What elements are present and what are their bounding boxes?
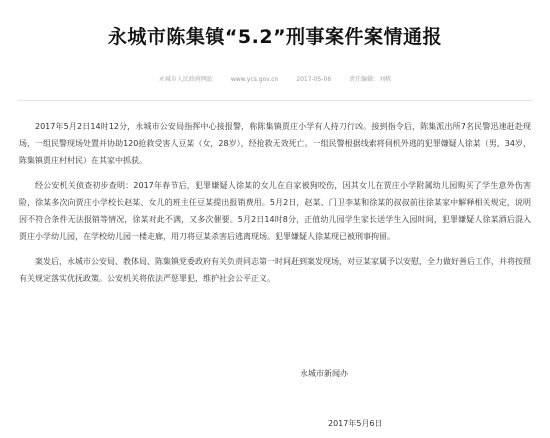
article-paragraph: 经公安机关侦查初步查明：2017年春节后，犯罪嫌疑人徐某的女儿在自家被狗咬伤，因其女儿在贾庄小学附属幼儿园购买了学生意外伤害险，徐某多次向贾庄小学校长赵某、女儿的班主任豆某提出报销费用。5月2日，赵某、门卫李某和徐某的叔叔前往徐某家中解释相关规定，说明因不符合条件无法报销等情况，徐某对此不满，又多次催要。5月2日14时8分，正值幼儿园学生家长送学生入园时间，犯罪嫌疑人徐某酒后混入贾庄小学幼儿园，在学校幼儿园一楼走廊，用刀将豆某杀害后逃离现场。犯罪嫌疑人徐某现已被刑事拘留。 bbox=[19, 181, 531, 241]
meta-source: 永城市人民政府网站 bbox=[158, 76, 213, 83]
article-sign-date: 2017年5月6日 bbox=[328, 419, 383, 428]
article-title: 永城市陈集镇“5.2”刑事案件案情通报 bbox=[107, 26, 443, 48]
article-body bbox=[19, 118, 531, 295]
meta-editor: 责任编辑：刘栋 bbox=[349, 76, 392, 83]
meta-date: 2017-05-06 bbox=[296, 76, 332, 83]
article-meta bbox=[0, 74, 550, 83]
meta-url: www.ycs.gov.cn bbox=[230, 76, 279, 83]
article-paragraph: 2017年5月2日14时12分，永城市公安局指挥中心接报警，称陈集镇贾庄小学有人持刀行凶。接到指令后，陈集派出所7名民警迅速赶赴现场，一组民警现场处置并协助120抢救受害人豆某（女，28岁），经抢救无效死亡。一组民警根据线索将伺机外逃的犯罪嫌疑人徐某（男，34岁，陈集镇贾庄村村民）在其家中抓获。 bbox=[19, 122, 531, 165]
article-signature: 永城市新闻办 bbox=[300, 369, 348, 378]
article-paragraph: 案发后，永城市公安局、教体局、陈集镇党委政府有关负责同志第一时间赶到案发现场，对豆某家属予以安慰，全力做好善后工作，并将按照有关规定落实优抚政策。公安机关将依法严惩罪犯，维护社会公平正义。 bbox=[19, 257, 531, 283]
header-divider bbox=[18, 100, 532, 101]
